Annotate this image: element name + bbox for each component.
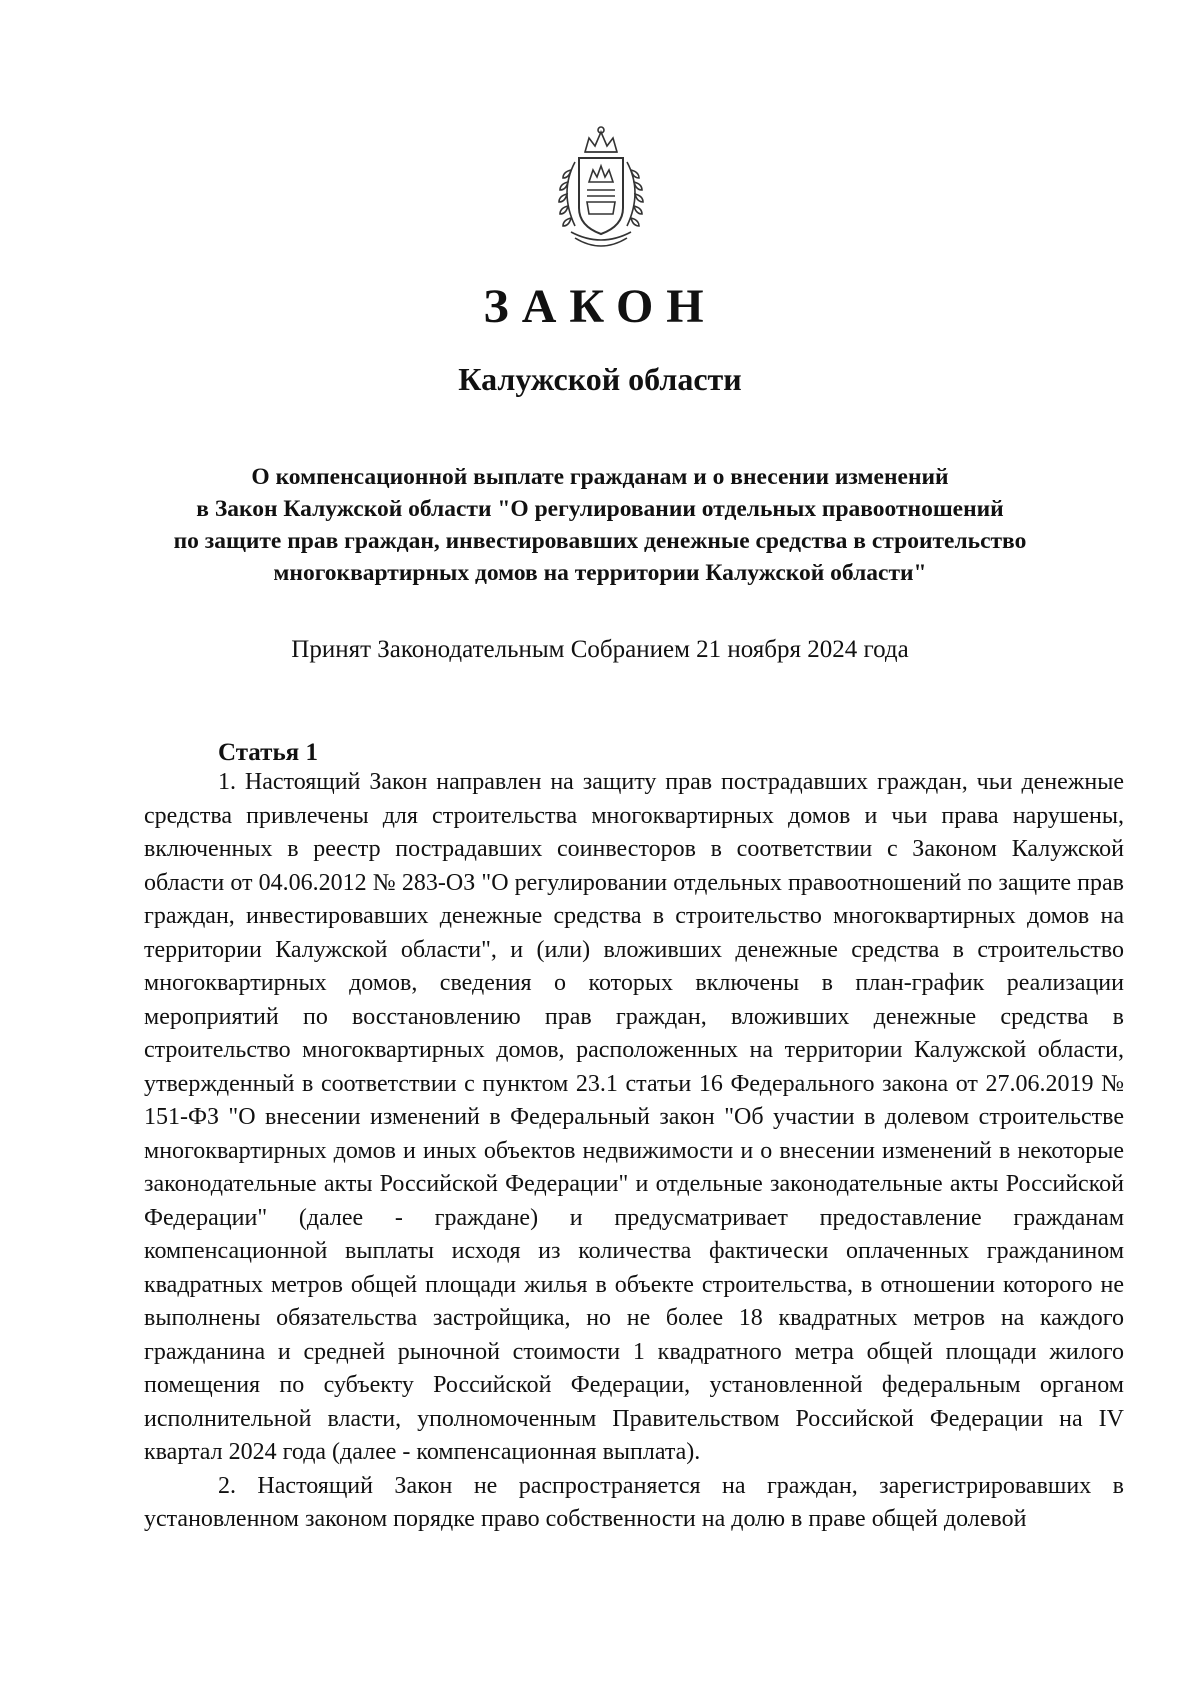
article-body [144,766,1124,1537]
document-title: ЗАКОН [483,280,717,333]
law-name [110,461,1090,589]
law-name-line: в Закон Калужской области "О регулировании отдельных правоотношений [196,496,1004,522]
law-name-line: многоквартирных домов на территории Калужской области" [273,560,927,586]
law-name-line: О компенсационной выплате гражданам и о внесении изменений [251,464,949,490]
document-region: Калужской области [458,361,742,397]
article-paragraph: 2. Настоящий Закон не распространяется на граждан, зарегистрировавших в установленном законом порядке право собственности на долю в праве общей долевой [144,1472,1124,1532]
law-name-line: по защите прав граждан, инвестировавших денежные средства в строительство [173,528,1027,554]
article-heading: Статья 1 [218,739,318,766]
adoption-note: Принят Законодательным Собранием 21 ноября 2024 года [291,636,909,663]
article-paragraph: 1. Настоящий Закон направлен на защиту прав пострадавших граждан, чьи денежные средства привлечены для строительства многоквартирных домов и чьи права нарушены, включенных в реестр пострадавших соинвесторов в соответствии с Законом Калужской области от 04.06.2012 № 283-ОЗ "О регулировании отдельных правоотношений по защите прав граждан, инвестировавших денежные средства в строительство многоквартирных домов на территории Калужской области", и (или) вложивших денежные средства в строительство многоквартирных домов, сведения о которых включены в план-график реализации мероприятий по восстановлению прав граждан, вложивших денежные средства в строительство многоквартирных домов, расположенных на территории Калужской области, утвержденный в соответствии с пунктом 23.1 статьи 16 Федерального закона от 27.06.2019 № 151-ФЗ "О внесении изменений в Федеральный закон "Об участии в долевом строительстве многоквартирных домов и иных объектов недвижимости и о внесении изменений в некоторые законодательные акты Российской Федерации" и отдельные законодательные акты Российской Федерации" (далее - граждане) и предусматривает предоставление гражданам компенсационной выплаты исходя из количества фактически оплаченных гражданином квадратных метров общей площади жилья в объекте строительства, в отношении которого не выполнены обязательства застройщика, но не более 18 квадратных метров на каждого гражданина и средней рыночной стоимости 1 квадратного метра общей площади жилого помещения по субъекту Российской Федерации, установленной федеральным органом исполнительной власти, уполномоченным Правительством Российской Федерации на IV квартал 2024 года (далее - компенсационная выплата). [144,769,1124,1465]
coat-of-arms-icon [541,122,661,258]
